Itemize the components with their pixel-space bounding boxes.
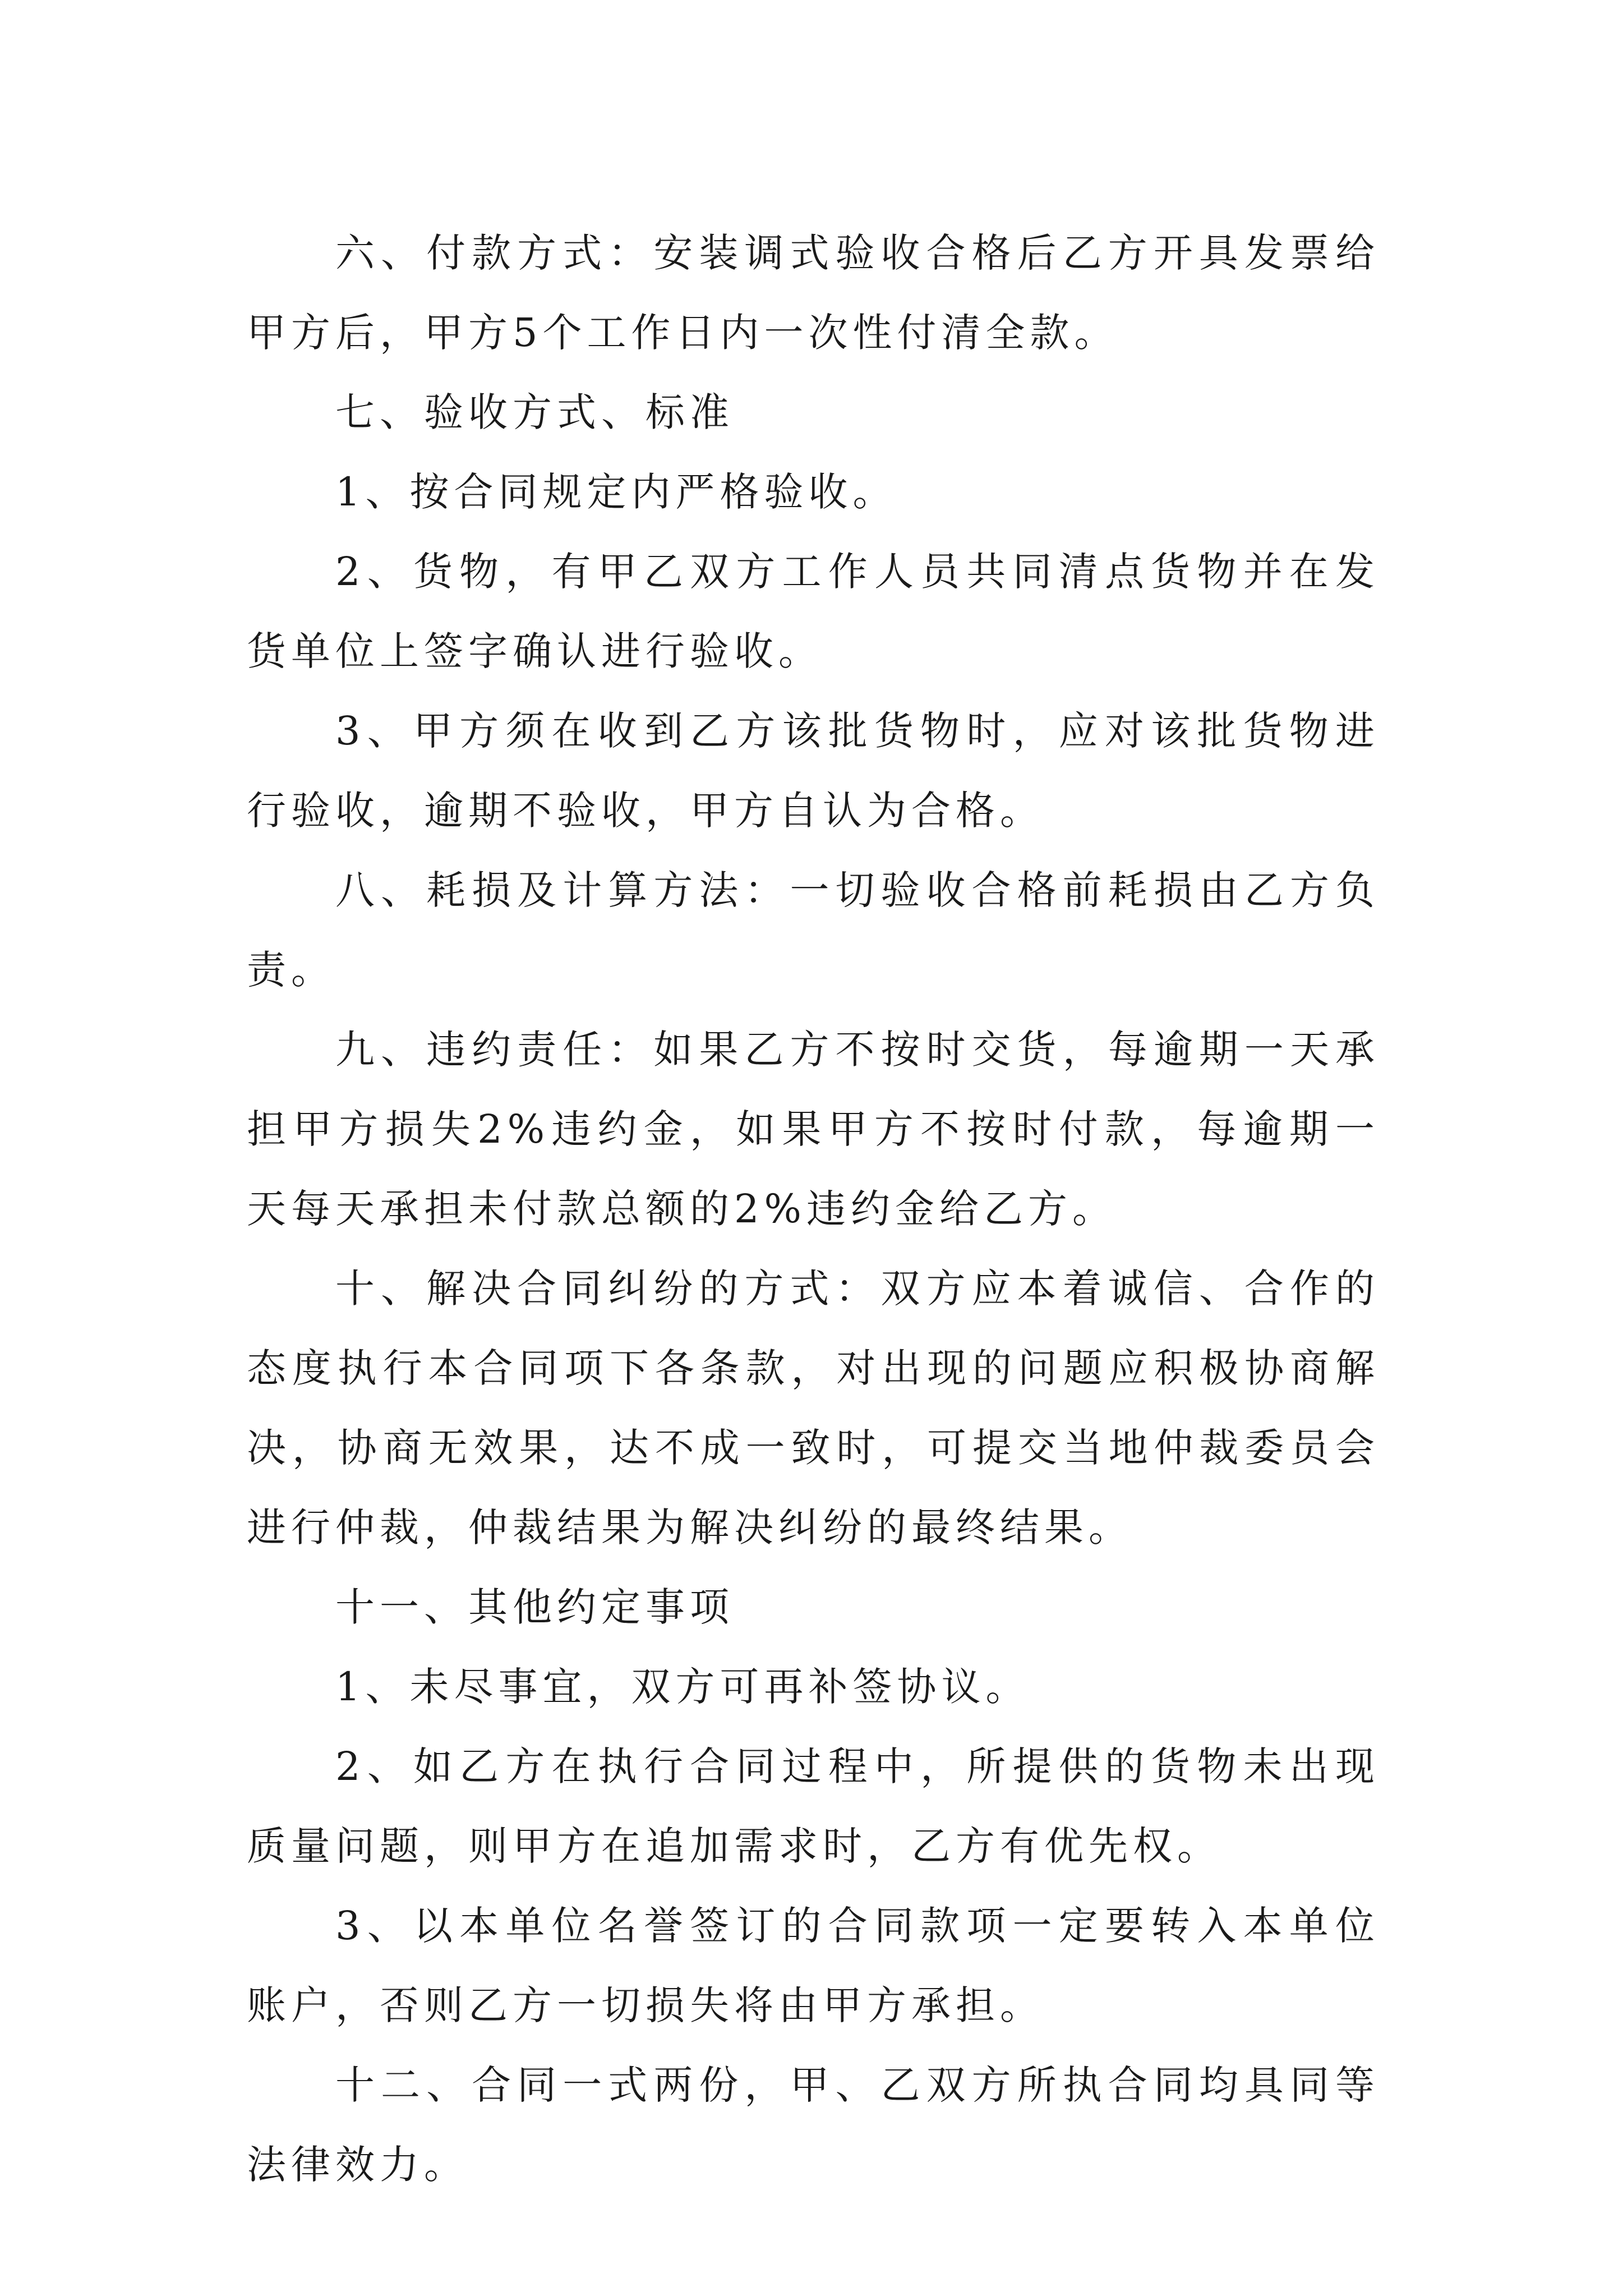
clause-other-item-3: 3、以本单位名誉签订的合同款项一定要转入本单位账户，否则乙方一切损失将由甲方承担。 (247, 1903, 1380, 2028)
clause-dispute-resolution: 十、解决合同纠纷的方式：双方应本着诚信、合作的态度执行本合同项下各条款，对出现的问题应积极协商解决，协商无效果，达不成一致时，可提交当地仲裁委员会进行仲裁，仲裁结果为解决纠纷的最终结果。 (247, 1266, 1380, 1550)
clause-other-item-1: 1、未尽事宜，双方可再补签协议。 (335, 1664, 1030, 1710)
clause-breach-liability: 九、违约责任：如果乙方不按时交货，每逾期一天承担甲方损失2%违约金，如果甲方不按时付款，每逾期一天每天承担未付款总额的2%违约金给乙方。 (247, 1027, 1380, 1232)
clause-acceptance-item-1: 1、按合同规定内严格验收。 (335, 469, 897, 515)
clause-other-item-2: 2、如乙方在执行合同过程中，所提供的货物未出现质量问题，则甲方在追加需求时，乙方有优先权。 (247, 1743, 1380, 1869)
clause-payment-method: 六、付款方式：安装调式验收合格后乙方开具发票给甲方后，甲方5个工作日内一次性付清全款。 (247, 230, 1380, 356)
clause-acceptance-item-2: 2、货物，有甲乙双方工作人员共同清点货物并在发货单位上签字确认进行验收。 (247, 549, 1380, 674)
clause-acceptance-item-3: 3、甲方须在收到乙方该批货物时，应对该批货物进行验收，逾期不验收，甲方自认为合格。 (247, 708, 1380, 834)
clause-loss-calculation: 八、耗损及计算方法：一切验收合格前耗损由乙方负责。 (247, 867, 1380, 993)
document-body (247, 213, 1380, 2205)
clause-acceptance-heading: 七、验收方式、标准 (335, 389, 734, 435)
clause-other-matters-heading: 十一、其他约定事项 (335, 1584, 734, 1630)
clause-copies-validity: 十二、合同一式两份，甲、乙双方所执合同均具同等法律效力。 (247, 2062, 1380, 2188)
